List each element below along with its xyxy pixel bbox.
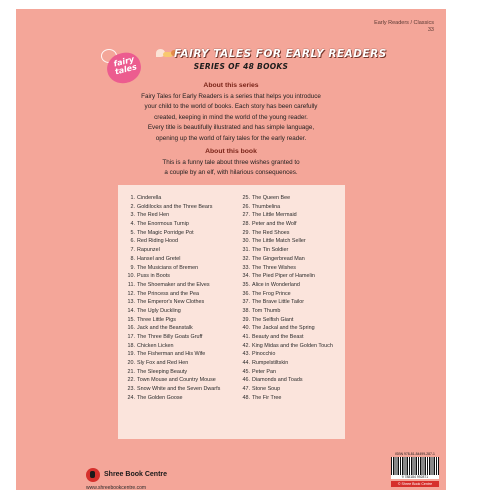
title-name: The Pied Piper of Hamelin [252,273,315,280]
title-name: The Red Hen [137,212,170,219]
about-book-line: This is a funny tale about three wishes granted to [162,159,300,166]
barcode-icon [391,457,439,475]
title-number: 42. [242,342,250,349]
about-series-text [86,92,376,144]
title-number: 33. [242,264,250,271]
title-name: Cinderella [137,195,162,201]
title-number: 8. [130,255,135,262]
title-number: 34. [242,273,250,280]
title-list-item [237,324,347,333]
title-name: Beauty and the Beast [252,334,304,340]
title-list-item [122,350,232,359]
title-list-item [122,324,232,333]
about-series-line: created, keeping in mind the world of the young reader. [154,113,308,121]
title-list-item [237,290,347,299]
title-name: Three Little Pigs [137,316,176,323]
title-name: The Emperor's New Clothes [137,299,205,306]
title-name: The Jackal and the Spring [252,325,315,332]
title-number: 14. [127,307,135,314]
title-list-item [122,194,232,203]
title-name: The Gingerbread Man [252,255,305,262]
title-list-item [237,203,347,212]
title-list-item [237,272,347,281]
title-name: Pinocchio [252,351,276,358]
title-list-item [237,229,347,238]
title-name: Peter and the Wolf [252,221,297,228]
title-list-item [122,272,232,281]
title-number: 1. [130,195,135,201]
title-name: The Little Mermaid [252,212,297,219]
about-series-line: opening up the world of fairy tales for the early reader. [155,134,307,142]
title-name: Rapunzel [137,247,160,254]
title-list-item [122,376,232,385]
title-name: Diamonds and Toads [252,377,303,384]
title-number: 6. [130,238,135,245]
about-series-heading: About this series [203,82,259,89]
title-name: Red Riding Hood [137,238,179,245]
title-name: Thumbelina [252,203,281,210]
title-number: 36. [242,290,250,297]
title-name: The Magic Porridge Pot [137,229,194,236]
title-name: The Tin Soldier [252,247,289,254]
title-list-item [122,385,232,394]
title-number: 15. [127,316,135,323]
title-list-item [237,264,347,273]
title-list-item [237,281,347,290]
title-list-item [122,394,232,403]
title-name: The Enormous Turnip [137,221,189,228]
title-name: The Frog Prince [252,290,291,297]
title-list-item [122,237,232,246]
title-name: Chicken Licken [137,342,174,349]
title-list-item [122,220,232,229]
title-number: 27. [242,212,250,219]
title-list-item [237,350,347,359]
title-name: Alice in Wonderland [252,281,300,288]
about-series-line: Fairy Tales for Early Readers is a series that helps you introduce [141,93,321,100]
title-name: The Shoemaker and the Elves [137,281,210,288]
title-number: 3. [130,212,135,219]
title-name: The Princess and the Pea [137,290,200,297]
title-number: 9. [130,264,135,271]
title-list-item [122,211,232,220]
title-number: 18. [127,342,135,349]
title-list-item [237,359,347,368]
title-list-item [122,229,232,238]
title-name: The Three Billy Goats Gruff [137,334,203,340]
title-number: 28. [242,221,250,228]
title-name: The Ugly Duckling [137,307,181,314]
title-list-item [122,359,232,368]
title-number: 32. [242,255,250,262]
title-name: The Little Match Seller [252,238,306,245]
title-list-item [237,333,347,342]
title-list-item [122,298,232,307]
barcode-digits: 9 788184 992871 [391,475,439,479]
title-number: 26. [242,203,250,210]
title-number: 2. [130,203,135,210]
title-list-item [237,307,347,316]
title-list-item [237,385,347,394]
title-list-item [237,255,347,264]
title-number: 7. [130,247,135,254]
title-name: Tom Thumb [252,307,281,314]
title-name: The Fisherman and His Wife [137,351,206,358]
title-list-item [237,368,347,377]
title-list-item [237,298,347,307]
title-number: 44. [242,360,250,367]
title-name: Puss in Boots [137,273,170,280]
corner-label [374,20,434,34]
title-list-item [122,368,232,377]
title-list-item [237,194,347,203]
title-list-item [122,281,232,290]
title-number: 24. [127,394,135,401]
title-name: Town Mouse and Country Mouse [137,377,216,384]
title-name: Stone Soup [252,386,281,393]
about-book-heading: About this book [205,148,257,155]
title-number: 10. [127,273,135,280]
title-number: 30. [242,238,250,245]
titles-column-right [237,194,347,403]
title-name: Hansel and Gretel [137,255,181,262]
series-title: FAIRY TALES FOR EARLY READERS [174,48,387,60]
title-number: 45. [242,368,250,375]
publisher-name: Shree Book Centre [104,471,168,478]
title-number: 13. [127,299,135,306]
title-list-item [122,290,232,299]
title-name: The Selfish Giant [252,316,294,323]
about-book-text [86,158,376,179]
about-series-line: your child to the world of books. Each story has been carefully [144,103,318,111]
about-series-line: Every title is beautifully illustrated and has simple language, [147,124,315,132]
isbn-text: ISBN 978-81-84499-287-1 [395,452,435,456]
title-number: 41. [242,334,250,340]
title-name: The Sleeping Beauty [137,368,188,375]
title-list-item [237,246,347,255]
title-name: The Golden Goose [137,394,183,401]
title-number: 39. [242,316,250,323]
title-name: The Queen Bee [252,195,291,201]
title-list-item [237,376,347,385]
logo-text: fairy tales [112,54,138,77]
title-number: 17. [127,334,135,340]
title-name: Jack and the Beanstalk [137,325,193,332]
category-label: Early Readers / Classics [374,20,434,26]
publisher-logo-icon [86,468,100,482]
title-number: 47. [242,386,250,393]
title-list-item [122,264,232,273]
title-number: 5. [130,229,135,236]
title-number: 48. [242,394,250,401]
title-list-item [122,342,232,351]
titles-panel [118,185,345,439]
title-list-item [237,220,347,229]
title-number: 22. [127,377,135,384]
title-number: 11. [127,281,135,288]
title-number: 4. [130,221,135,228]
title-list-item [237,316,347,325]
title-number: 23. [127,386,135,393]
title-number: 29. [242,229,250,236]
copyright-text: © Shree Book Centre [391,481,439,487]
barcode-block [391,452,439,487]
title-list-item [122,203,232,212]
back-cover [16,9,446,490]
title-number: 43. [242,351,250,358]
title-list-item [122,307,232,316]
title-name: King Midas and the Golden Touch [252,342,333,349]
title-number: 19. [127,351,135,358]
title-name: The Fir Tree [252,394,282,401]
title-list-item [122,333,232,342]
title-name: The Musicians of Bremen [137,264,199,271]
title-number: 37. [242,299,250,306]
title-name: Snow White and the Seven Dwarfs [137,386,221,393]
title-number: 25. [242,195,250,201]
title-name: Rumpelstiltskin [252,360,289,367]
title-list-item [122,316,232,325]
title-name: The Three Wishes [252,264,296,271]
title-list-item [237,211,347,220]
publisher-website: www.shreebookcentre.com [86,485,147,490]
title-list-item [237,394,347,403]
title-number: 20. [127,360,135,367]
title-name: The Brave Little Tailor [252,299,305,306]
title-number: 31. [242,247,250,254]
title-number: 40. [242,325,250,332]
title-number: 21. [127,368,135,375]
title-number: 12. [127,290,135,297]
title-name: The Red Shoes [252,229,290,236]
series-logo [101,47,149,85]
title-list-item [122,246,232,255]
title-name: Peter Pan [252,368,276,375]
title-number: 35. [242,281,250,288]
page-number: 33 [427,27,434,33]
title-name: Goldilocks and the Three Bears [137,203,213,210]
title-list-item [237,342,347,351]
title-number: 16. [127,325,135,332]
about-book-line: a couple by an elf, with hilarious consequences. [164,169,298,177]
titles-column-left [122,194,232,403]
title-list-item [122,255,232,264]
title-list-item [237,237,347,246]
title-name: Sly Fox and Red Hen [137,360,189,367]
title-number: 46. [242,377,250,384]
title-number: 38. [242,307,250,314]
series-subtitle: SERIES OF 48 BOOKS [193,62,289,71]
